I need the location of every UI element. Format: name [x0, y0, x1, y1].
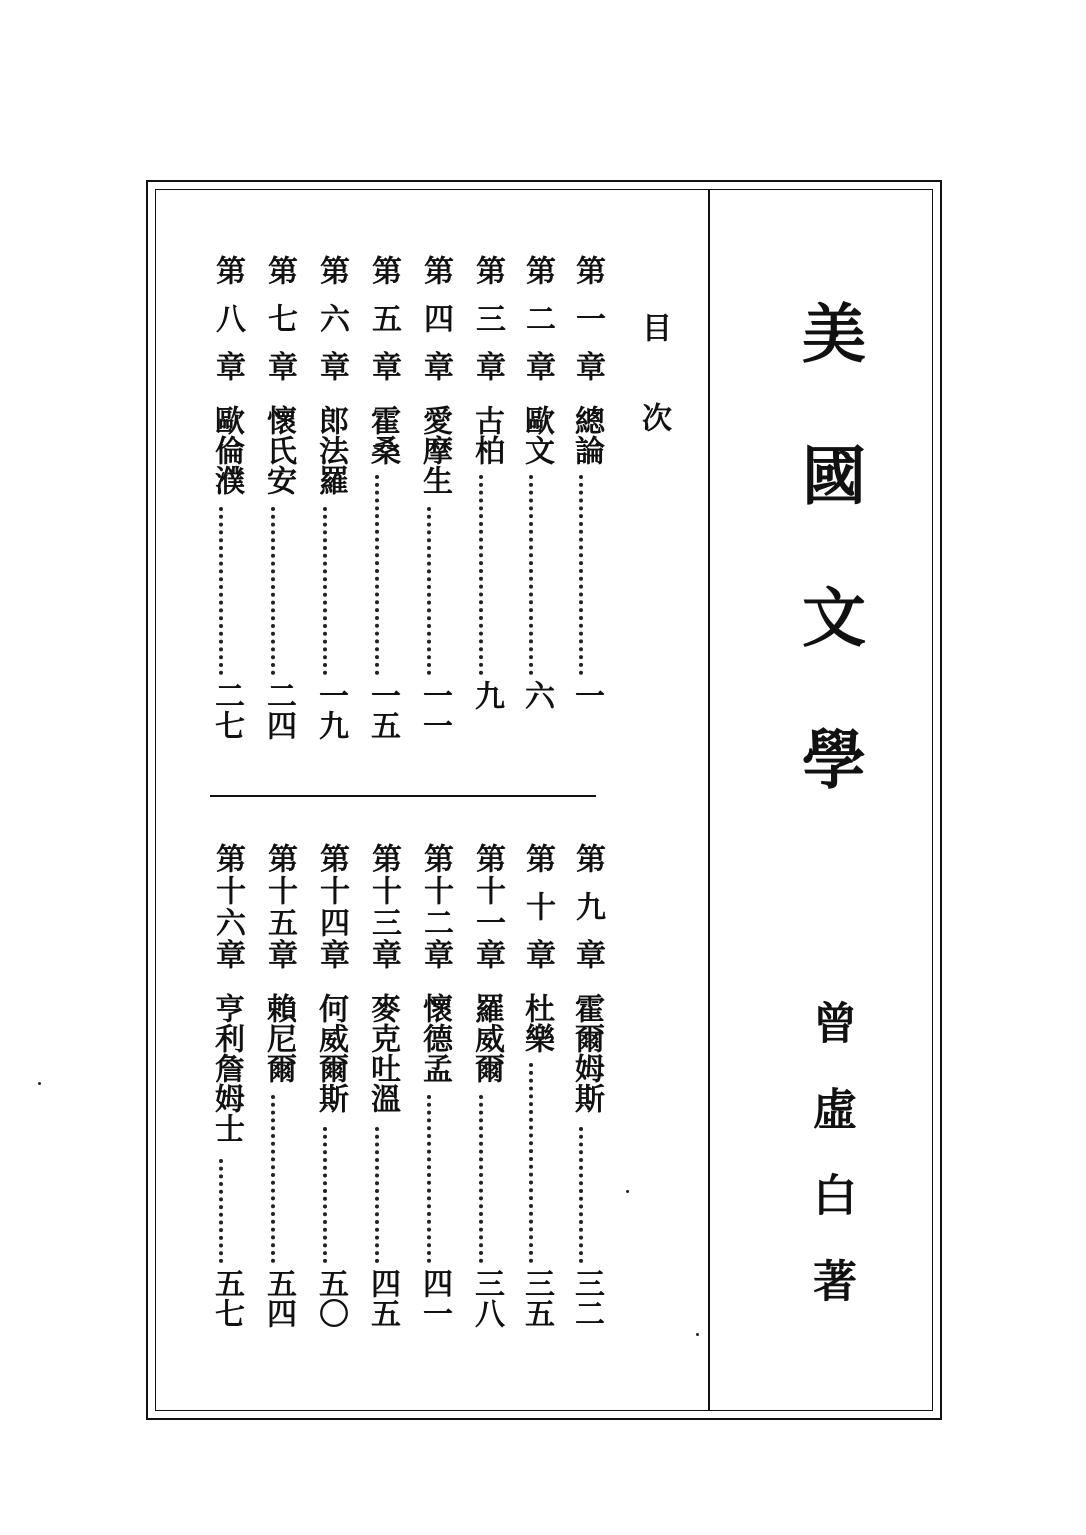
toc-chapter-title: 霍桑 — [365, 405, 400, 465]
toc-entry — [254, 843, 297, 1343]
toc-chapter-title: 何威爾斯 — [313, 993, 348, 1113]
toc-entry — [254, 255, 297, 755]
toc-chapter-number: 第九章 — [570, 843, 605, 987]
toc-dot-leader — [479, 475, 483, 675]
toc-chapter-title: 懷氏安 — [261, 405, 296, 495]
toc-chapter-title: 羅威爾 — [469, 993, 504, 1083]
toc-chapter-number: 第十三章 — [366, 843, 401, 971]
toc-page-number: 一一 — [417, 680, 452, 740]
toc-page-number: 六 — [519, 680, 554, 710]
toc-entry — [562, 843, 605, 1343]
toc-chapter-number: 第十一章 — [470, 843, 505, 971]
toc-entry — [410, 843, 453, 1343]
toc-chapter-number: 第十六章 — [210, 843, 245, 971]
toc-chapter-number: 第六章 — [314, 255, 349, 399]
toc-dot-leader — [479, 1095, 483, 1263]
title-column-divider — [708, 189, 710, 1411]
toc-page-number: 三八 — [469, 1268, 504, 1328]
toc-entry — [306, 255, 349, 755]
toc-chapter-title: 亨利詹姆士 — [209, 993, 244, 1143]
toc-chapter-title: 杜樂 — [519, 993, 554, 1053]
toc-chapter-number: 第一章 — [570, 255, 605, 399]
toc-page-number: 二四 — [261, 680, 296, 740]
toc-chapter-title: 賴尼爾 — [261, 993, 296, 1083]
toc-page-number: 九 — [469, 680, 504, 710]
scan-speck — [696, 1333, 699, 1336]
toc-dot-leader — [375, 1127, 379, 1263]
toc-chapter-number: 第三章 — [470, 255, 505, 399]
toc-page-number: 五〇 — [313, 1268, 348, 1328]
toc-entry — [462, 255, 505, 755]
toc-dot-leader — [271, 507, 275, 675]
toc-chapter-number: 第四章 — [418, 255, 453, 399]
toc-chapter-number: 第十四章 — [314, 843, 349, 971]
toc-chapter-number: 第五章 — [366, 255, 401, 399]
toc-chapter-title: 郎法羅 — [313, 405, 348, 495]
author-credit: 曾虛白著 — [805, 1000, 856, 1344]
toc-dot-leader — [375, 475, 379, 675]
toc-entry — [512, 255, 555, 755]
toc-dot-leader — [427, 507, 431, 675]
toc-chapter-number: 第七章 — [262, 255, 297, 399]
toc-dot-leader — [323, 507, 327, 675]
scan-speck — [38, 1082, 41, 1085]
toc-entry — [512, 843, 555, 1343]
toc-chapter-title: 愛摩生 — [417, 405, 452, 495]
toc-dot-leader — [427, 1095, 431, 1263]
toc-page-number: 四一 — [417, 1268, 452, 1328]
toc-chapter-title: 歐倫濮 — [209, 405, 244, 495]
toc-chapter-title: 麥克吐溫 — [365, 993, 400, 1113]
toc-page-number: 一五 — [365, 680, 400, 740]
toc-section-divider — [210, 795, 596, 797]
toc-entry — [410, 255, 453, 755]
toc-page-number: 五七 — [209, 1268, 244, 1328]
toc-page-number: 四五 — [365, 1268, 400, 1328]
toc-dot-leader — [219, 507, 223, 675]
toc-chapter-title: 歐文 — [519, 405, 554, 465]
toc-entry — [462, 843, 505, 1343]
toc-chapter-number: 第十章 — [520, 843, 555, 987]
toc-entry — [358, 255, 401, 755]
toc-entry — [202, 255, 245, 755]
toc-page-number: 一九 — [313, 680, 348, 740]
book-title: 美國文學 — [791, 300, 866, 868]
toc-entry — [358, 843, 401, 1343]
toc-page-number: 三二 — [569, 1268, 604, 1328]
toc-heading: 目次 — [636, 312, 671, 492]
toc-entry — [562, 255, 605, 755]
toc-page-number: 五四 — [261, 1268, 296, 1328]
toc-dot-leader — [323, 1127, 327, 1263]
toc-dot-leader — [529, 475, 533, 675]
toc-dot-leader — [579, 475, 583, 675]
toc-chapter-number: 第十五章 — [262, 843, 297, 971]
toc-dot-leader — [529, 1063, 533, 1263]
toc-dot-leader — [219, 1159, 223, 1263]
toc-chapter-title: 總論 — [569, 405, 604, 465]
toc-chapter-number: 第八章 — [210, 255, 245, 399]
toc-chapter-title: 霍爾姆斯 — [569, 993, 604, 1113]
scan-speck — [626, 1190, 629, 1193]
toc-entry — [202, 843, 245, 1343]
toc-chapter-number: 第二章 — [520, 255, 555, 399]
toc-chapter-title: 懷德孟 — [417, 993, 452, 1083]
toc-page-number: 一 — [569, 680, 604, 710]
toc-chapter-title: 古柏 — [469, 405, 504, 465]
toc-dot-leader — [579, 1127, 583, 1263]
toc-chapter-number: 第十二章 — [418, 843, 453, 971]
toc-dot-leader — [271, 1095, 275, 1263]
toc-page-number: 三五 — [519, 1268, 554, 1328]
toc-page-number: 二七 — [209, 680, 244, 740]
toc-entry — [306, 843, 349, 1343]
